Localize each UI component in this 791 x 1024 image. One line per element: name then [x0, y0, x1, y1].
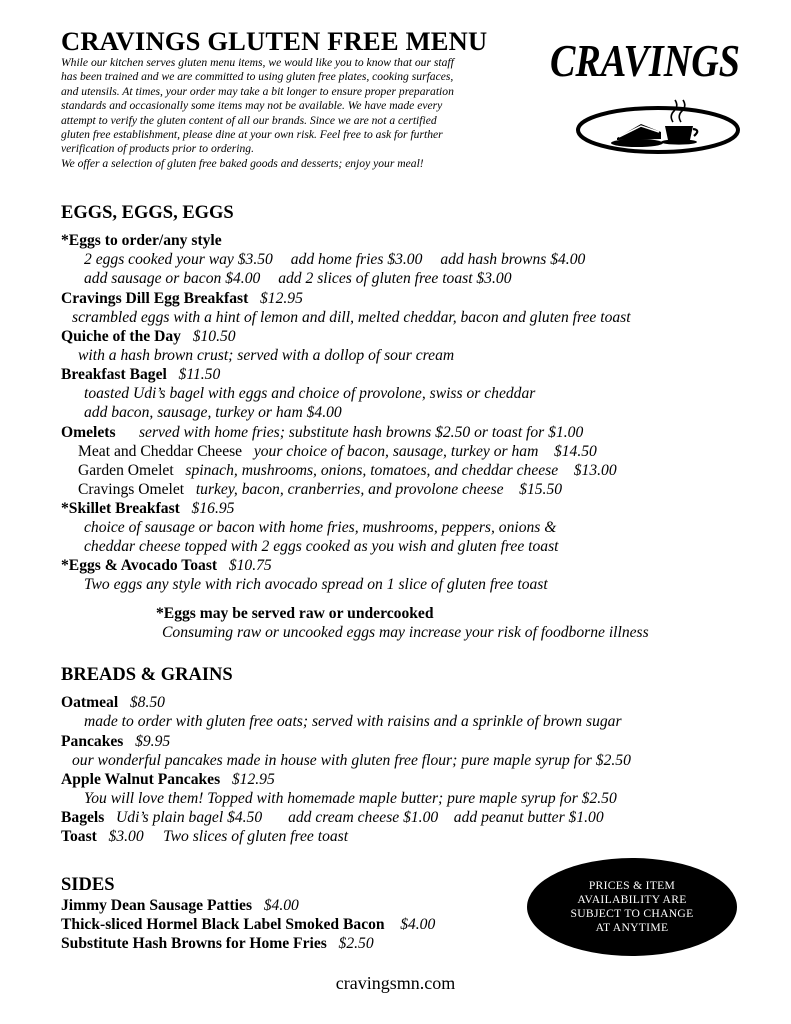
item-description: cheddar cheese topped with 2 eggs cooked as you wish and gluten free toast	[84, 538, 559, 555]
item-price: $2.50	[338, 935, 374, 952]
section-heading-eggs: EGGS, EGGS, EGGS	[61, 203, 234, 223]
omelet-price: $13.00	[573, 462, 617, 479]
omelet-description: spinach, mushrooms, onions, tomatoes, and cheddar cheese	[185, 462, 559, 479]
item-description: choice of sausage or bacon with home fries, mushrooms, peppers, onions &	[84, 519, 557, 536]
option-two-eggs: 2 eggs cooked your way $3.50	[84, 251, 273, 268]
omelet-name: Garden Omelet	[78, 462, 174, 479]
item-price: $8.50	[129, 694, 165, 711]
omelet-name: Meat and Cheddar Cheese	[78, 443, 243, 460]
item-name: Jimmy Dean Sausage Patties	[61, 897, 253, 914]
item-eggs-avocado-toast	[61, 557, 272, 575]
item-name: Oatmeal	[61, 694, 119, 711]
intro-line: has been trained and we are committed to using gluten free plates, cooking surfaces,	[61, 70, 454, 84]
item-name: Bagels	[61, 809, 105, 826]
side-sausage-patties	[61, 897, 299, 915]
notice-line: AT ANYTIME	[595, 921, 669, 934]
item-breakfast-bagel	[61, 366, 220, 384]
raw-eggs-warning-title: *Eggs may be served raw or undercooked	[156, 605, 434, 622]
item-price: $4.00	[400, 916, 436, 933]
eggs-to-order-options-1	[84, 251, 585, 269]
item-name: Thick-sliced Hormel Black Label Smoked Bacon	[61, 916, 385, 933]
item-name: Substitute Hash Browns for Home Fries	[61, 935, 327, 952]
item-omelets	[61, 424, 583, 442]
item-price: $10.50	[192, 328, 236, 345]
item-name: Cravings Dill Egg Breakfast	[61, 290, 249, 307]
intro-line: attempt to verify the gluten content of all our brands. Since we are not a certified	[61, 113, 437, 127]
item-name: Breakfast Bagel	[61, 366, 167, 383]
item-description: made to order with gluten free oats; served with raisins and a sprinkle of brown sugar	[84, 713, 622, 730]
intro-line: gluten free establishment, please dine at your own risk. Feel free to ask for further	[61, 128, 443, 142]
item-price: $12.95	[231, 771, 275, 788]
intro-paragraph	[61, 56, 551, 171]
item-skillet-breakfast	[61, 500, 234, 518]
item-oatmeal	[61, 694, 165, 712]
omelet-meat-cheddar	[78, 443, 597, 461]
item-price: $10.75	[228, 557, 272, 574]
item-name: *Eggs & Avocado Toast	[61, 557, 218, 574]
option-sausage-bacon: add sausage or bacon $4.00	[84, 270, 261, 287]
item-addon: add peanut butter $1.00	[453, 809, 604, 826]
item-name: Pancakes	[61, 733, 124, 750]
omelet-garden	[78, 462, 617, 480]
item-toast	[61, 828, 348, 846]
menu-title: CRAVINGS GLUTEN FREE MENU	[61, 26, 488, 56]
omelet-price: $14.50	[553, 443, 597, 460]
item-description: Udi’s plain bagel $4.50	[116, 809, 263, 826]
item-bagels	[61, 809, 604, 827]
intro-line: While our kitchen serves gluten menu items, we would like you to know that our staff	[61, 56, 454, 69]
item-description: toasted Udi’s bagel with eggs and choice of provolone, swiss or cheddar	[84, 385, 536, 402]
intro-line: verification of products prior to ordering.	[61, 142, 255, 156]
cravings-logo	[545, 26, 745, 156]
eggs-to-order-options-2	[84, 270, 512, 288]
item-name: Quiche of the Day	[61, 328, 181, 345]
notice-line: PRICES & ITEM	[588, 879, 676, 892]
item-apple-walnut-pancakes	[61, 771, 275, 789]
item-dill-egg-breakfast	[61, 290, 303, 308]
section-heading-sides: SIDES	[61, 875, 115, 895]
item-description: scrambled eggs with a hint of lemon and dill, melted cheddar, bacon and gluten free toast	[72, 309, 631, 326]
raw-eggs-warning-text: Consuming raw or uncooked eggs may increase your risk of foodborne illness	[162, 624, 649, 641]
item-addon: add bacon, sausage, turkey or ham $4.00	[84, 404, 342, 421]
item-price: $12.95	[259, 290, 303, 307]
option-gf-toast: add 2 slices of gluten free toast $3.00	[278, 270, 512, 287]
logo-text: CRAVINGS	[550, 35, 740, 86]
notice-line: SUBJECT TO CHANGE	[570, 907, 694, 920]
side-hash-browns	[61, 935, 374, 953]
omelet-description: your choice of bacon, sausage, turkey or ham	[253, 443, 539, 460]
side-smoked-bacon	[61, 916, 435, 934]
item-description: served with home fries; substitute hash browns $2.50 or toast for $1.00	[138, 424, 584, 441]
item-price: $9.95	[135, 733, 171, 750]
item-name: *Skillet Breakfast	[61, 500, 180, 517]
item-description: You will love them! Topped with homemade maple butter; pure maple syrup for $2.50	[84, 790, 617, 807]
item-pancakes	[61, 733, 170, 751]
item-price: $11.50	[178, 366, 221, 383]
section-heading-breads: BREADS & GRAINS	[61, 665, 233, 685]
omelet-price: $15.50	[519, 481, 563, 498]
item-name: Toast	[61, 828, 97, 845]
intro-line: and utensils. At times, your order may take a bit longer to ensure proper preparation	[61, 84, 454, 98]
item-description: Two eggs any style with rich avocado spread on 1 slice of gluten free toast	[84, 576, 548, 593]
logo-oval	[578, 108, 738, 152]
item-eggs-to-order: *Eggs to order/any style	[61, 232, 222, 249]
item-price: $4.00	[263, 897, 299, 914]
item-name: Omelets	[61, 424, 116, 441]
website-url: cravingsmn.com	[335, 973, 456, 993]
option-home-fries: add home fries $3.00	[290, 251, 423, 268]
intro-line: We offer a selection of gluten free baked goods and desserts; enjoy your meal!	[61, 156, 424, 170]
option-hash-browns: add hash browns $4.00	[440, 251, 586, 268]
omelet-cravings	[78, 481, 562, 499]
item-description: our wonderful pancakes made in house with gluten free flour; pure maple syrup for $2.50	[72, 752, 631, 769]
notice-line: AVAILABILITY ARE	[577, 893, 687, 906]
item-price: $3.00	[108, 828, 144, 845]
item-description: with a hash brown crust; served with a dollop of sour cream	[78, 347, 455, 364]
item-quiche	[61, 328, 236, 346]
omelet-description: turkey, bacon, cranberries, and provolone cheese	[195, 481, 504, 498]
omelet-name: Cravings Omelet	[78, 481, 185, 498]
item-description: Two slices of gluten free toast	[163, 828, 349, 845]
item-addon: add cream cheese $1.00	[288, 809, 439, 826]
intro-line: standards and occasionally some items may not be available. We have made every	[61, 99, 443, 113]
price-notice-badge	[527, 858, 737, 956]
item-name: Apple Walnut Pancakes	[61, 771, 221, 788]
item-price: $16.95	[191, 500, 235, 517]
